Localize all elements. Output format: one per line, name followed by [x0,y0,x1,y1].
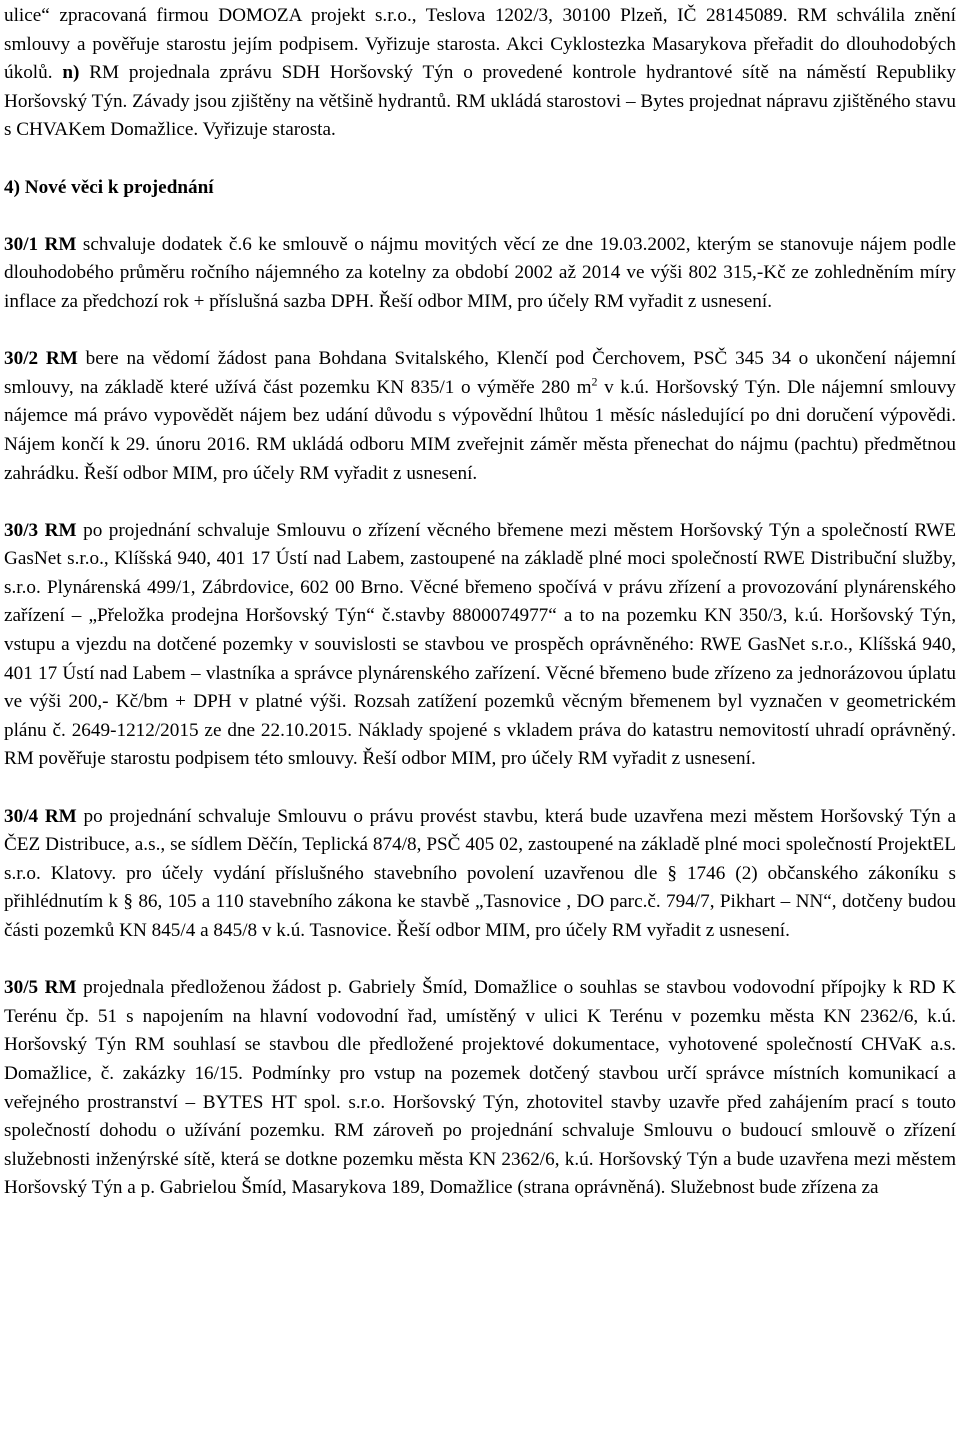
resolution-text: schvaluje dodatek č.6 ke smlouvě o nájmu movitých věcí ze dne 19.03.2002, kterým se stanovuje nájem podle dlouhodobého průměru ročního nájemného za kotelny za období 2002 až 2014 ve výši 802 315,-Kč ze zohledněním míry inflace za předchozí rok + příslušná sazba DPH. Řeší odbor MIM, pro účely RM vyřadit z usnesení. [4,233,956,312]
resolution-30-5 [4,974,956,1203]
intro-text: ulice“ zpracovaná firmou DOMOZA projekt s.r.o., Teslova 1202/3, 30100 Plzeň, IČ 28145089. RM schválila znění smlouvy a pověřuje starostu jejím podpisem. Vyřizuje starosta. Akci Cyklostezka Masarykova přeřadit do dlouhodobých úkolů. [4,5,956,84]
spacer [4,202,956,231]
document-page [4,2,956,1203]
resolution-label: 30/1 RM [4,233,77,255]
spacer [4,317,956,346]
resolution-text-cont: v k.ú. Horšovský Týn. Dle nájemní smlouvy nájemce má právo vypovědět nájem bez udání důvodu s výpovědní lhůtou 1 měsíc následující po dni doručení výpovědi. Nájem končí k 29. únoru 2016. RM ukládá odboru MIM zveřejnit záměr města přenechat do nájmu (pachtu) předmětnou zahrádku. Řeší odbor MIM, pro účely RM vyřadit z usnesení. [4,376,957,484]
spacer [4,488,956,517]
spacer [4,774,956,803]
item-n-label: n) [62,62,80,84]
resolution-30-1 [4,231,956,317]
spacer [4,946,956,975]
intro-paragraph [4,2,956,145]
resolution-label: 30/2 RM [4,348,78,370]
resolution-30-4 [4,803,956,946]
resolution-text: po projednání schvaluje Smlouvu o právu provést stavbu, která bude uzavřena mezi městem Horšovský Týn a ČEZ Distribuce, a.s., se sídlem Děčín, Teplická 874/8, PSČ 405 02, zastoupené na základě plné moci společností ProjektEL s.r.o. Klatovy. pro účely vydání příslušného stavebního povolení uzavřenou dle § 1746 (2) občanského zákoníku s přihlédnutím k § 86, 105 a 110 stavebního zákona ke stavbě „Tasnovice , DO parc.č. 794/7, Pikhart – NN“, dotčeny budou části pozemků KN 845/4 a 845/8 v k.ú. Tasnovice. Řeší odbor MIM, pro účely RM vyřadit z usnesení. [4,805,956,941]
superscript: 2 [591,374,598,389]
resolution-text: projednala předloženou žádost p. Gabriely Šmíd, Domažlice o souhlas se stavbou vodovodní přípojky k RD K Terénu čp. 51 s napojením na hlavní vodovodní řad, umístěný v ulici K Terénu v pozemku města KN 2362/6, k.ú. Horšovský Týn RM souhlasí se stavbou dle předložené projektové dokumentace, vyhotovené společností CHVaK a.s. Domažlice, č. zakázky 16/15. Podmínky pro vstup na pozemek dotčený stavbou určí správce místních komunikací a veřejného prostranství – BYTES HT spol. s.r.o. Horšovský Týn, zhotovitel stavby uzavře před zahájením prací s touto společností dohodu o užívání pozemku. RM zároveň po projednání schvaluje Smlouvu o budoucí smlouvě o zřízení služebnosti inženýrské sítě, která se dotkne pozemku města KN 2362/6, k.ú. Horšovský Týn a bude uzavřena mezi městem Horšovský Týn a p. Gabrielou Šmíd, Masarykova 189, Domažlice (strana oprávněná). Služebnost bude zřízena za [4,977,956,1199]
resolution-label: 30/4 RM [4,805,77,827]
resolution-label: 30/5 RM [4,977,77,999]
resolution-30-3 [4,517,956,774]
spacer [4,145,956,174]
resolution-text: po projednání schvaluje Smlouvu o zřízení věcného břemene mezi městem Horšovský Týn a společností RWE GasNet s.r.o., Klíšská 940, 401 17 Ústí nad Labem, zastoupené na základě plné moci společností RWE Distribuční služby, s.r.o. Plynárenská 499/1, Zábrdovice, 602 00 Brno. Věcné břemeno spočívá v právu zřízení a provozování plynárenského zařízení – „Přeložka prodejna Horšovský Týn“ č.stavby 8800074977“ a to na pozemku KN 350/3, k.ú. Horšovský Týn, vstupu a vjezdu na dotčené pozemky v souvislosti se stavbou ve prospěch oprávněného: RWE GasNet s.r.o., Klíšská 940, 401 17 Ústí nad Labem – vlastníka a správce plynárenského zařízení. Věcné břemeno bude zřízeno za jednorázovou úplatu ve výši 200,- Kč/bm + DPH v platné výši. Rozsah zatížení pozemků věcným břemenem byl vyznačen v geometrickém plánu č. 2649-1212/2015 ze dne 22.10.2015. Náklady spojené s vkladem práva do katastru nemovitostí uhradí oprávněný. RM pověřuje starostu podpisem této smlouvy. Řeší odbor MIM, pro účely RM vyřadit z usnesení. [4,519,956,770]
item-n-text: RM projednala zprávu SDH Horšovský Týn o provedené kontrole hydrantové sítě na náměstí Republiky Horšovský Týn. Závady jsou zjištěny na většině hydrantů. RM ukládá starostovi – Bytes projednat nápravu zjištěného stavu s CHVAKem Domažlice. Vyřizuje starosta. [4,62,956,141]
resolution-30-2 [4,345,956,488]
resolution-label: 30/3 RM [4,519,77,541]
resolution-text: bere na vědomí žádost pana Bohdana Svitalského, Klenčí pod Čerchovem, PSČ 345 34 o ukončení nájemní smlouvy, na základě které užívá část pozemku KN 835/1 o výměře 280 m [4,348,956,398]
section-heading: 4) Nové věci k projednání [4,176,214,198]
